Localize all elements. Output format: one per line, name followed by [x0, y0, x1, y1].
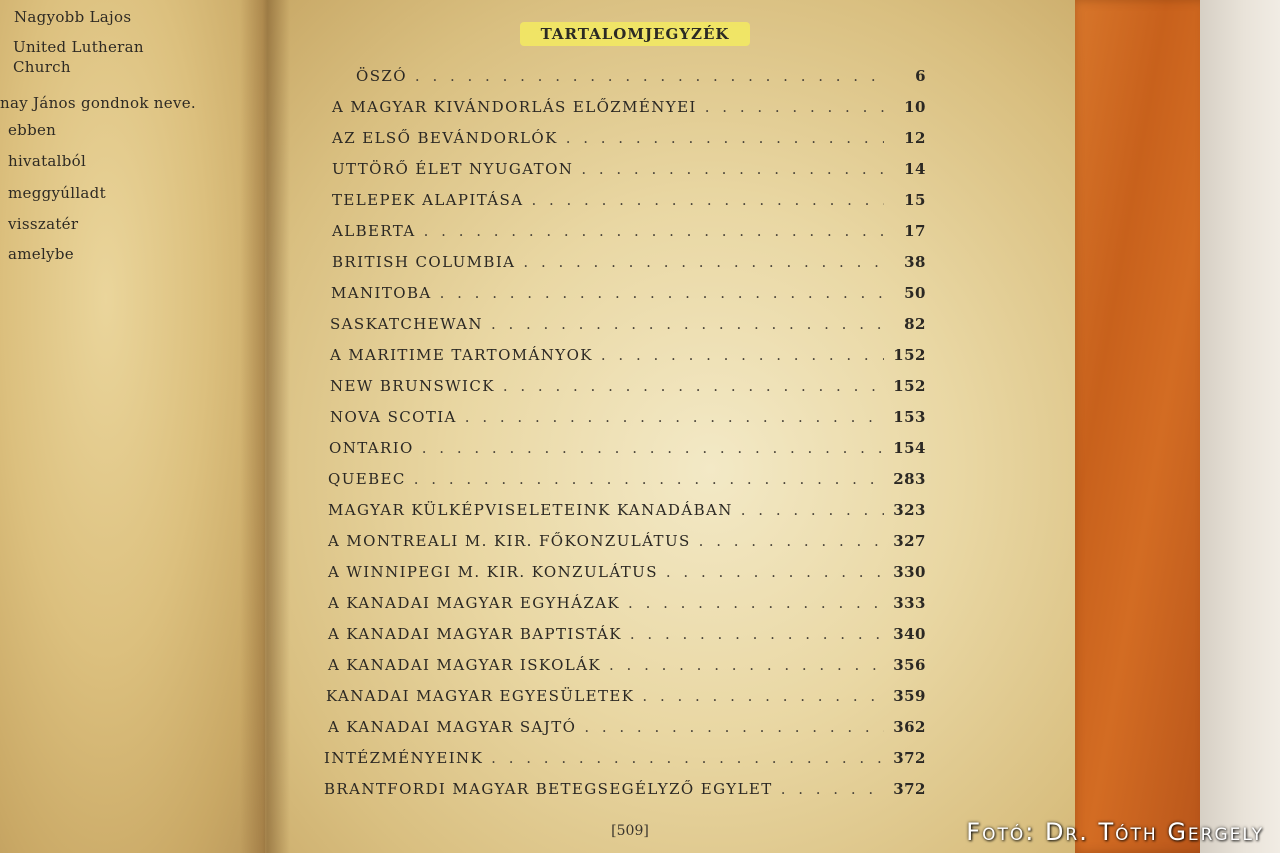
toc-entry	[332, 129, 926, 155]
toc-leader-dots	[503, 377, 884, 395]
toc-leader-dots	[705, 98, 884, 116]
left-line: visszatér	[8, 215, 79, 233]
toc-entry-page: 323	[893, 501, 926, 519]
toc-leader-dots	[523, 253, 884, 271]
toc-entry-page: 152	[893, 377, 926, 395]
toc-entry-title: BRITISH COLUMBIA	[332, 253, 516, 271]
photo-credit: Fotó: Dr. Tóth Gergely	[966, 818, 1264, 846]
toc-title: TARTALOMJEGYZÉK	[520, 22, 750, 46]
toc-entry-title: TELEPEK ALAPITÁSA	[332, 191, 524, 209]
toc-entry-title: NOVA SCOTIA	[330, 408, 457, 426]
toc-entry-title: A KANADAI MAGYAR ISKOLÁK	[328, 656, 601, 674]
toc-entry	[330, 346, 926, 372]
toc-entry	[328, 656, 926, 682]
toc-entry	[332, 160, 926, 186]
toc-leader-dots	[699, 532, 884, 550]
toc-entry	[332, 191, 926, 217]
toc-entry-title: NEW BRUNSWICK	[330, 377, 495, 395]
toc-entry	[326, 687, 926, 713]
toc-entry-title: BRANTFORDI MAGYAR BETEGSEGÉLYZŐ EGYLET	[324, 780, 773, 798]
toc-leader-dots	[415, 67, 884, 85]
toc-entry	[330, 377, 926, 403]
toc-leader-dots	[531, 191, 884, 209]
toc-leader-dots	[781, 780, 884, 798]
toc-entry-title: A KANADAI MAGYAR EGYHÁZAK	[328, 594, 621, 612]
toc-leader-dots	[666, 563, 884, 581]
toc-leader-dots	[440, 284, 884, 302]
toc-entry-title: SASKATCHEWAN	[330, 315, 483, 333]
toc-entry-title: KANADAI MAGYAR EGYESÜLETEK	[326, 687, 635, 705]
toc-entry	[328, 532, 926, 558]
toc-entry-page: 330	[893, 563, 926, 581]
toc-entry	[331, 284, 926, 310]
toc-entry-title: A KANADAI MAGYAR BAPTISTÁK	[328, 625, 622, 643]
toc-entry-title: A WINNIPEGI M. KIR. KONZULÁTUS	[328, 563, 658, 581]
toc-entry-title: ONTARIO	[329, 439, 414, 457]
toc-entry	[324, 780, 926, 806]
toc-entry	[328, 625, 926, 651]
toc-entry-page: 362	[893, 718, 926, 736]
toc-leader-dots	[491, 749, 884, 767]
toc-entry-title: QUEBEC	[328, 470, 406, 488]
toc-entry-title: A MAGYAR KIVÁNDORLÁS ELŐZMÉNYEI	[332, 98, 697, 116]
toc-leader-dots	[642, 687, 884, 705]
toc-entry	[328, 718, 926, 744]
toc-entry-page: 82	[904, 315, 926, 333]
toc-entry-title: MAGYAR KÜLKÉPVISELETEINK KANADÁBAN	[328, 501, 733, 519]
toc-entry	[330, 408, 926, 434]
left-line: hivatalból	[8, 152, 87, 170]
toc-leader-dots	[581, 160, 884, 178]
book-gutter	[240, 0, 290, 853]
toc-entry-page: 14	[904, 160, 926, 178]
toc-entry	[324, 749, 926, 775]
toc-entry-page: 333	[893, 594, 926, 612]
toc-entry	[328, 563, 926, 589]
toc-entry-page: 356	[893, 656, 926, 674]
toc-entry	[329, 439, 926, 465]
toc-entry-title: MANITOBA	[331, 284, 432, 302]
toc-leader-dots	[414, 470, 884, 488]
toc-entry-title: ALBERTA	[332, 222, 416, 240]
toc-entry-title: A MARITIME TARTOMÁNYOK	[330, 346, 593, 364]
toc-entry	[356, 67, 926, 93]
toc-leader-dots	[630, 625, 884, 643]
toc-entry-page: 283	[893, 470, 926, 488]
background-right	[1190, 0, 1280, 853]
toc-leader-dots	[601, 346, 884, 364]
toc-entry	[330, 315, 926, 341]
toc-entry-page: 152	[893, 346, 926, 364]
book-cover-edge	[1068, 0, 1200, 853]
toc-entry-page: 6	[915, 67, 926, 85]
toc-entry-title: A KANADAI MAGYAR SAJTÓ	[328, 718, 577, 736]
toc-leader-dots	[422, 439, 884, 457]
toc-leader-dots	[424, 222, 884, 240]
left-line: meggyúlladt	[8, 184, 106, 202]
toc-entry-title: ÖSZÓ	[356, 67, 407, 85]
left-line: amelybe	[8, 245, 74, 263]
toc-entry-page: 359	[893, 687, 926, 705]
toc-entry-title: INTÉZMÉNYEINK	[324, 749, 484, 767]
toc-entry	[332, 253, 926, 279]
left-line: Nagyobb Lajos	[14, 8, 132, 26]
toc-leader-dots	[491, 315, 884, 333]
toc-entry	[332, 222, 926, 248]
toc-leader-dots	[584, 718, 884, 736]
left-line: ebben	[8, 121, 57, 139]
toc-leader-dots	[628, 594, 884, 612]
toc-entry-page: 153	[893, 408, 926, 426]
toc-entry	[332, 98, 926, 124]
toc-leader-dots	[609, 656, 884, 674]
toc-leader-dots	[741, 501, 884, 519]
toc-entry-page: 10	[904, 98, 926, 116]
left-line: nay János gondnok neve.	[0, 94, 196, 112]
left-line: United Lutheran	[13, 38, 144, 56]
toc-leader-dots	[566, 129, 884, 147]
toc-entry	[328, 501, 926, 527]
toc-entry-title: UTTÖRŐ ÉLET NYUGATON	[332, 160, 574, 178]
toc-entry-page: 154	[893, 439, 926, 457]
toc-entry-page: 372	[893, 749, 926, 767]
toc-entry-page: 15	[904, 191, 926, 209]
toc-entry-title: AZ ELSŐ BEVÁNDORLÓK	[332, 129, 558, 147]
toc-entry-page: 38	[904, 253, 926, 271]
toc-entry-page: 372	[893, 780, 926, 798]
toc-entry-page: 327	[893, 532, 926, 550]
toc-leader-dots	[465, 408, 884, 426]
toc-entry-page: 17	[904, 222, 926, 240]
toc-entry-page: 12	[904, 129, 926, 147]
toc-entry-page: 50	[904, 284, 926, 302]
page-number: [509]	[611, 823, 649, 839]
left-line: Church	[13, 58, 71, 76]
toc-entry	[328, 470, 926, 496]
toc-entry	[328, 594, 926, 620]
toc-entry-title: A MONTREALI M. KIR. FŐKONZULÁTUS	[328, 532, 691, 550]
toc-entry-page: 340	[893, 625, 926, 643]
